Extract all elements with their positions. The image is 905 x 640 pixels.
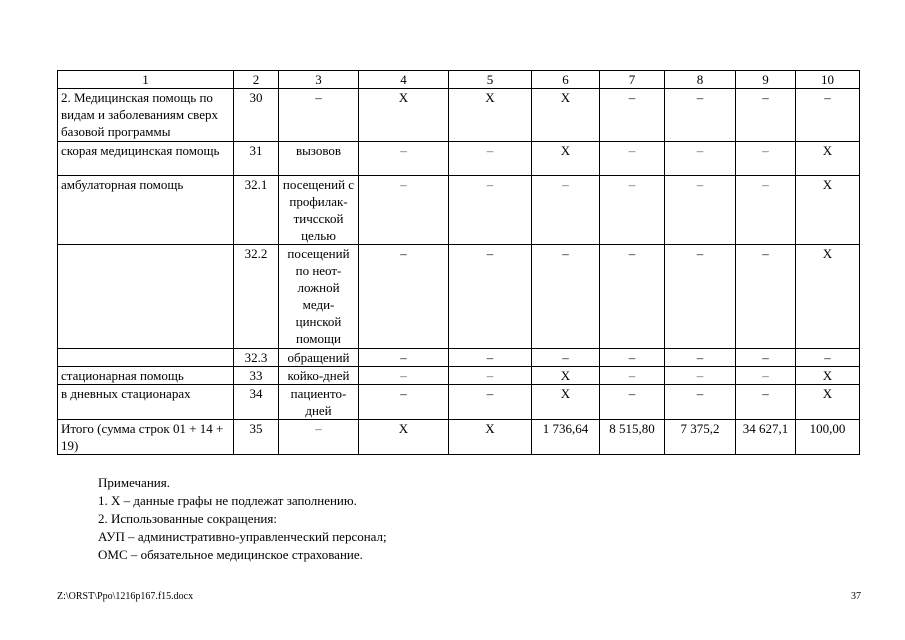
row-code: 31 (234, 142, 279, 176)
cell: – (665, 245, 736, 349)
cell: – (449, 367, 532, 385)
cell: – (600, 349, 665, 367)
cell: X (359, 89, 449, 142)
row-code: 35 (234, 420, 279, 455)
cell: 8 515,80 (600, 420, 665, 455)
cell: X (359, 420, 449, 455)
cell: – (736, 367, 796, 385)
cell: – (796, 89, 860, 142)
row-name: 2. Медицинская помощь по видам и заболеваниям сверх базовой программы (58, 89, 234, 142)
cell: – (665, 89, 736, 142)
header-cell: 9 (736, 71, 796, 89)
row-code: 34 (234, 385, 279, 420)
table-row (58, 142, 860, 176)
cell: – (736, 89, 796, 142)
cell: – (736, 385, 796, 420)
cell: – (665, 176, 736, 245)
cell: X (796, 245, 860, 349)
cell: – (600, 367, 665, 385)
table-row (58, 176, 860, 245)
cell: – (736, 349, 796, 367)
cell: – (359, 385, 449, 420)
cell: – (665, 385, 736, 420)
header-cell: 5 (449, 71, 532, 89)
row-name: стационарная помощь (58, 367, 234, 385)
cell: X (796, 367, 860, 385)
cell: X (796, 176, 860, 245)
page-number: 37 (851, 591, 861, 602)
header-cell: 10 (796, 71, 860, 89)
cell: – (796, 349, 860, 367)
header-cell: 2 (234, 71, 279, 89)
cell: X (532, 142, 600, 176)
cell: – (449, 385, 532, 420)
row-code: 33 (234, 367, 279, 385)
cell: – (736, 176, 796, 245)
cell: – (449, 349, 532, 367)
cell: 100,00 (796, 420, 860, 455)
table-header-row (58, 71, 860, 89)
cell: – (359, 142, 449, 176)
row-unit: обращений (279, 349, 359, 367)
table-row (58, 367, 860, 385)
note-item: 1. X – данные графы не подлежат заполнению. (98, 493, 357, 508)
cell: – (600, 385, 665, 420)
row-name (58, 245, 234, 349)
cell: – (532, 176, 600, 245)
footer-file-path: Z:\ORST\Ppo\1216p167.f15.docx (57, 591, 194, 602)
header-cell: 4 (359, 71, 449, 89)
header-cell: 6 (532, 71, 600, 89)
row-code: 32.1 (234, 176, 279, 245)
cell: 1 736,64 (532, 420, 600, 455)
header-cell: 7 (600, 71, 665, 89)
header-cell: 1 (58, 71, 234, 89)
table-row (58, 245, 860, 349)
row-code: 32.3 (234, 349, 279, 367)
row-name: скорая медицинская помощь (58, 142, 234, 176)
cell: X (449, 89, 532, 142)
cell: – (736, 245, 796, 349)
row-unit: посещений с профилак-тичсской целью (279, 176, 359, 245)
cell: – (736, 142, 796, 176)
cell: X (796, 385, 860, 420)
cell: – (600, 245, 665, 349)
table-row-total (58, 420, 860, 455)
cell: – (449, 245, 532, 349)
cell: – (532, 349, 600, 367)
row-unit: вызовов (279, 142, 359, 176)
row-unit: койко-дней (279, 367, 359, 385)
table-row (58, 89, 860, 142)
cell: – (665, 349, 736, 367)
cell: 7 375,2 (665, 420, 736, 455)
row-unit: пациенто-дней (279, 385, 359, 420)
cell: – (449, 176, 532, 245)
note-item: АУП – административно-управленческий персонал; (98, 529, 387, 544)
notes-section (98, 474, 387, 564)
cell: – (665, 142, 736, 176)
cell: – (600, 142, 665, 176)
row-code: 32.2 (234, 245, 279, 349)
cell: – (359, 245, 449, 349)
cell: – (449, 142, 532, 176)
cell: X (796, 142, 860, 176)
row-name: амбулаторная помощь (58, 176, 234, 245)
cell: – (359, 349, 449, 367)
note-item: 2. Использованные сокращения: (98, 511, 277, 526)
row-name (58, 349, 234, 367)
cell: – (600, 176, 665, 245)
data-table (57, 70, 860, 455)
cell: X (532, 89, 600, 142)
row-unit: – (279, 89, 359, 142)
cell: X (449, 420, 532, 455)
row-code: 30 (234, 89, 279, 142)
cell: – (359, 176, 449, 245)
row-unit: посещений по неот-ложной меди-цинской помощи (279, 245, 359, 349)
notes-title: Примечания. (98, 475, 170, 490)
cell: – (532, 245, 600, 349)
header-cell: 3 (279, 71, 359, 89)
cell: 34 627,1 (736, 420, 796, 455)
note-item: ОМС – обязательное медицинское страхование. (98, 547, 363, 562)
table-row (58, 385, 860, 420)
header-cell: 8 (665, 71, 736, 89)
table-row (58, 349, 860, 367)
row-unit: – (279, 420, 359, 455)
cell: X (532, 367, 600, 385)
cell: X (532, 385, 600, 420)
cell: – (600, 89, 665, 142)
row-name: Итого (сумма строк 01 + 14 + 19) (58, 420, 234, 455)
cell: – (665, 367, 736, 385)
row-name: в дневных стационарах (58, 385, 234, 420)
cell: – (359, 367, 449, 385)
